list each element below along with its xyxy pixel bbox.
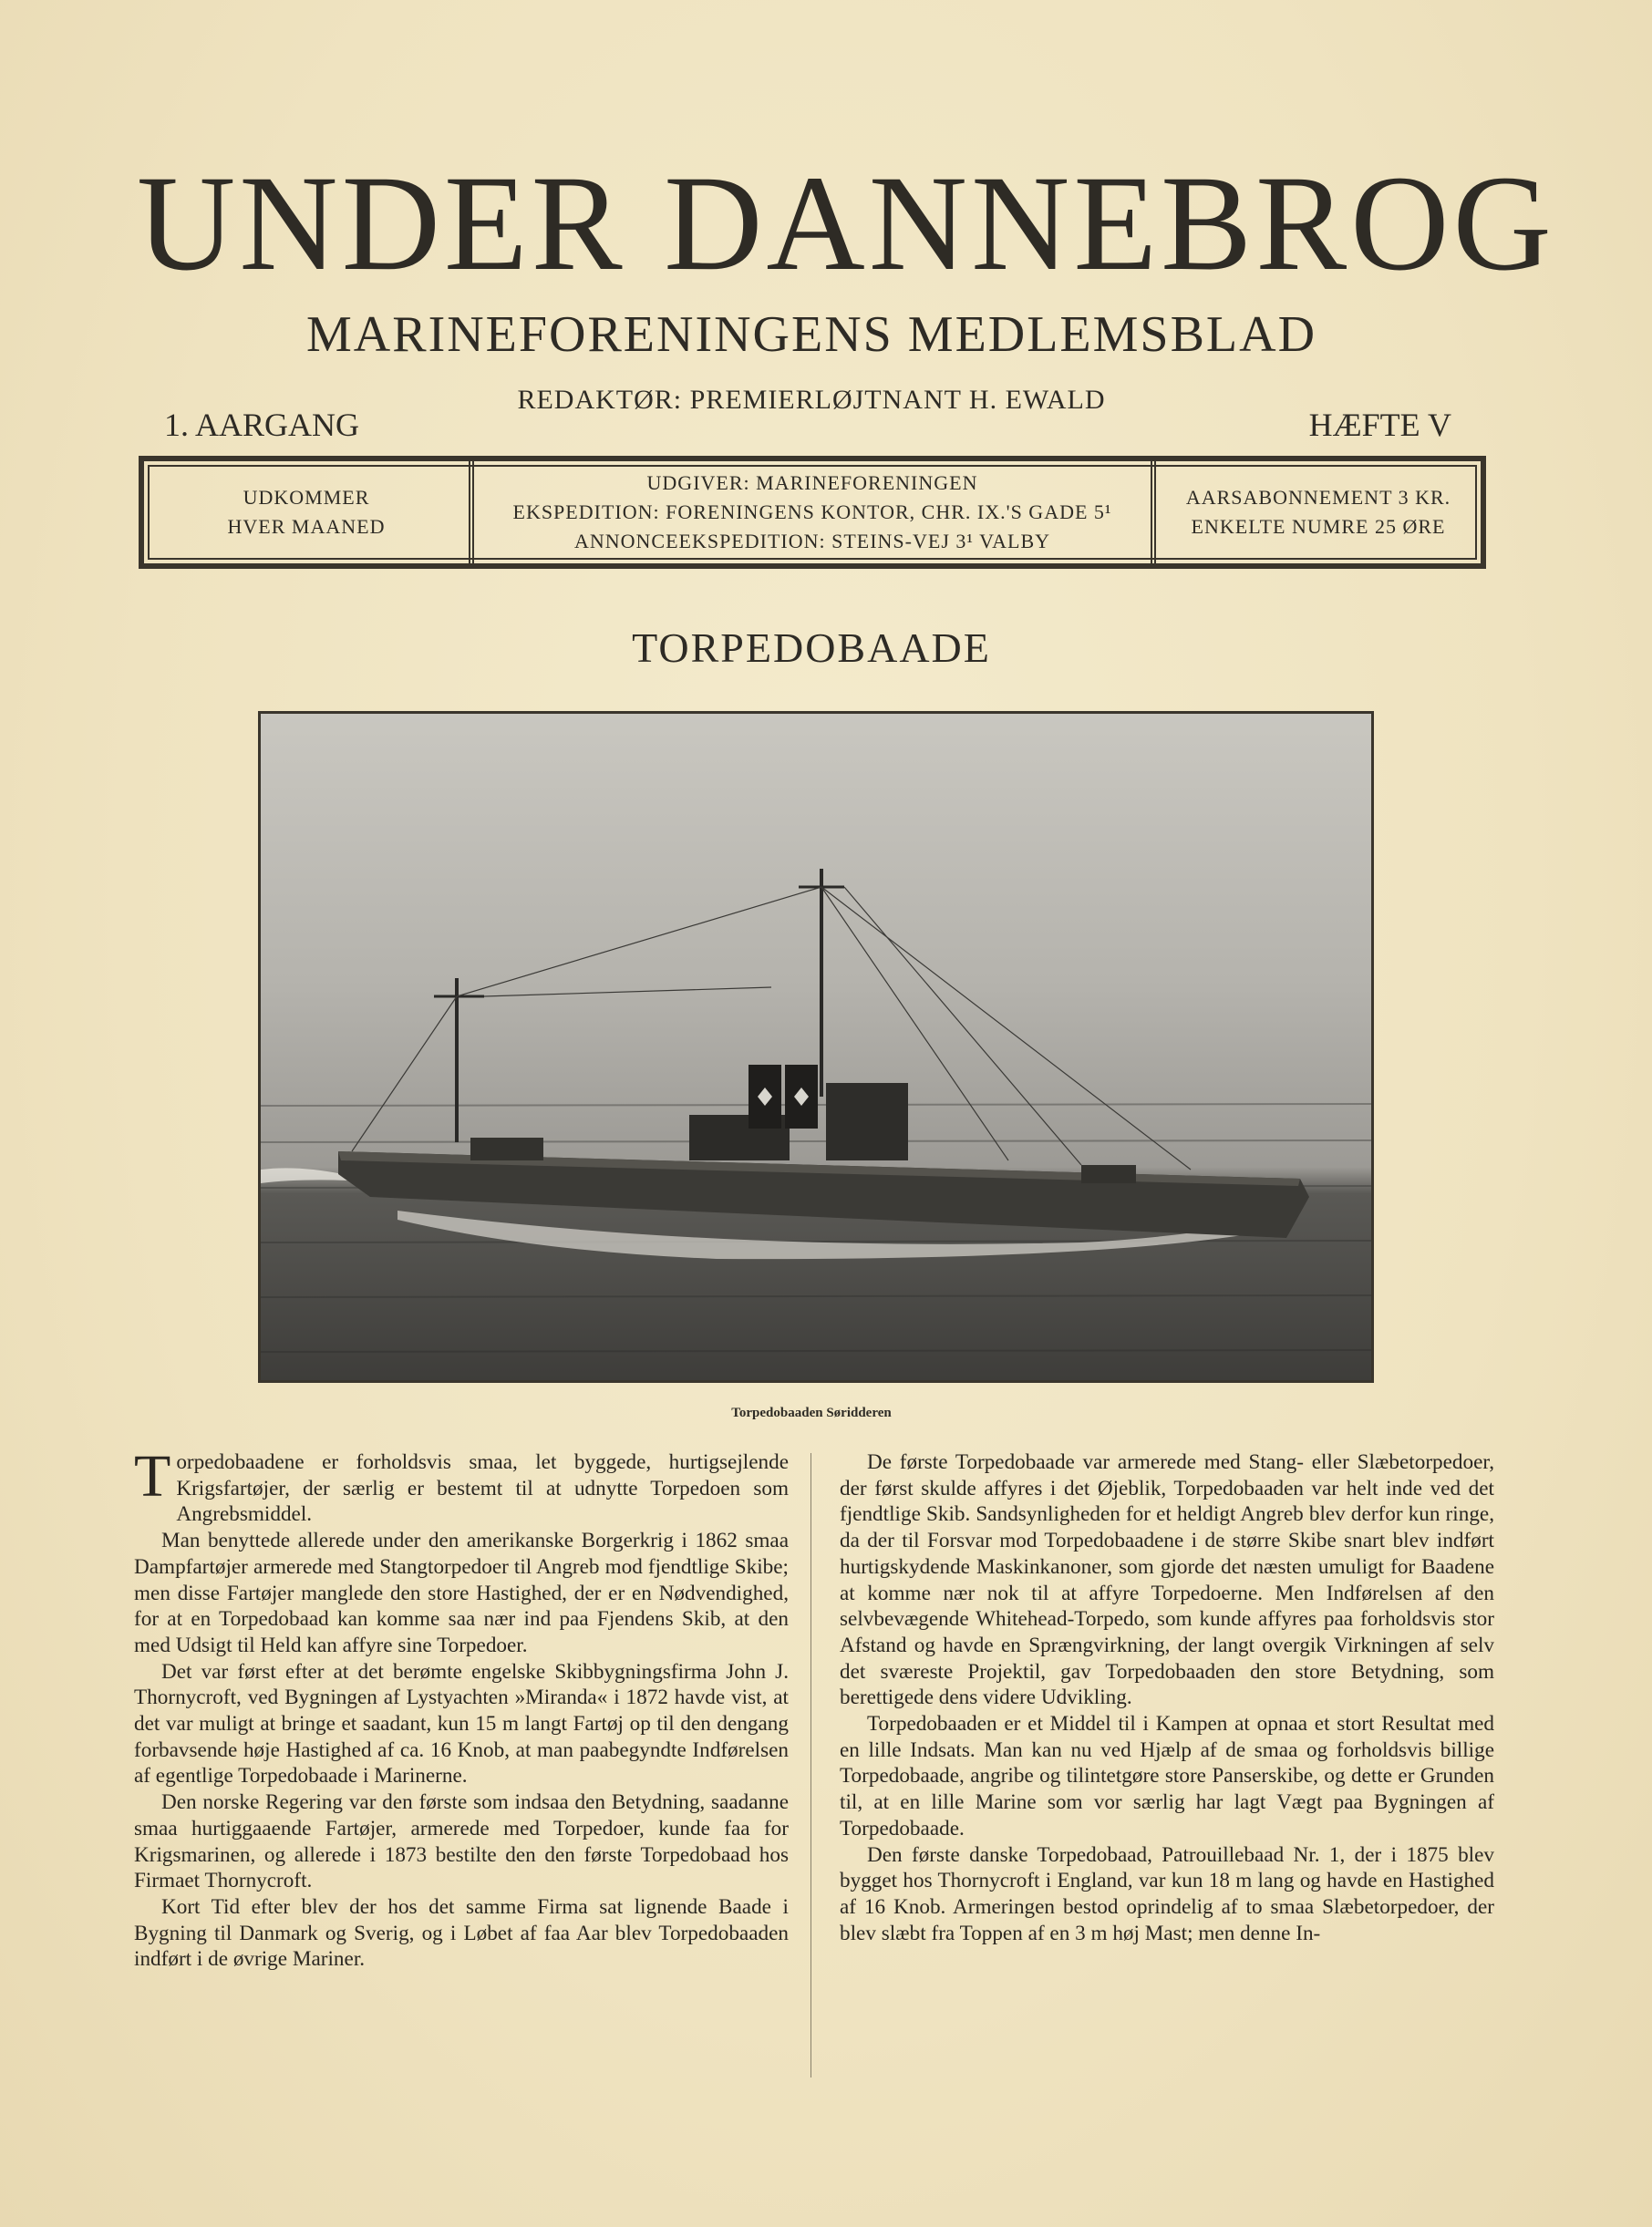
info-bar [139, 456, 1486, 569]
paragraph-1-text: orpedobaadene er forholdsvis smaa, let byggede, hurtigsejlende Krigsfartøjer, der særlig er bestemt til at udnytte Torpedoen som Angrebsmiddel. [176, 1450, 789, 1527]
info-subscription-line-1: AARSABONNEMENT 3 KR. [1185, 486, 1451, 509]
masthead-subtitle: MARINEFORENINGENS MEDLEMSBLAD [305, 306, 1317, 363]
paragraph-7: Torpedobaaden er et Middel til i Kampen at opnaa et stort Resultat med en lille Indsats. Man kan nu ved Hjælp af de smaa og forholdsvis billige Torpedobaade, angribe og tilintetgøre store Panserskibe, og dette er Grunden til, at en lille Marine som vor særlig har lagt Vægt paa Bygningen af Torpedobaade. [840, 1712, 1494, 1840]
paragraph-6: De første Torpedobaade var armerede med Stang- eller Slæbetorpedoer, der først skulde affyres i det Øjeblik, Torpedobaaden var helt inde ved det fjendtlige Skib. Sandsynligheden for et heldigt Angreb blev derfor kun ringe, da der til Forsvar mod Torpedobaadene i de større Skibe snart blev indført hurtigskydende Maskinkanoner, som gjorde det næsten umuligt for Baadene at komme nær nok til at affyre Torpedoerne. Men Indførelsen af den selvbevægende Whitehead-Torpedo, som kunde affyres paa forholdsvis stor Afstand og havde en Sprængvirkning, der langt overgik Virkningen af selv det sværeste Projektil, gav Torpedobaaden den store Betydning, som berettigede dens videre Udvikling. [840, 1450, 1494, 1710]
article-column-left [134, 1443, 789, 1973]
article-title: TORPEDOBAADE [632, 624, 991, 671]
info-publisher-line-2: EKSPEDITION: FORENINGENS KONTOR, CHR. IX.'S GADE 5¹ [512, 500, 1112, 523]
volume-label: 1. AARGANG [164, 407, 360, 443]
paragraph-8: Den første danske Torpedobaad, Patrouillebaad Nr. 1, der i 1875 blev bygget hos Thornycroft i England, var kun 18 m lang og havde en Hastighed af 16 Knob. Armeringen bestod oprindelig af to smaa Slæbetorpedoer, der blev slæbt fra Toppen af en 3 m høj Mast; men denne In- [840, 1842, 1494, 1945]
paragraph-5: Kort Tid efter blev der hos det samme Firma sat lignende Baade i Bygning til Danmark og Sverig, og i Løbet af faa Aar blev Torpedobaaden indført i de øvrige Mariner. [134, 1894, 789, 1972]
info-frequency-line-2: HVER MAANED [227, 515, 386, 538]
info-publisher-line-1: UDGIVER: MARINEFORENINGEN [646, 471, 978, 494]
info-frequency-line-1: UDKOMMER [243, 486, 370, 509]
paragraph-1 [134, 1443, 789, 1528]
info-subscription-line-2: ENKELTE NUMRE 25 ØRE [1191, 515, 1446, 538]
article-column-right [840, 1449, 1494, 1946]
drop-cap: T [134, 1443, 171, 1510]
paragraph-4: Den norske Regering var den første som indsaa den Betydning, saadanne smaa hurtiggaaende Fartøjer, armerede med Torpedoer, kunde faa for Krigsmarinen, og allerede i 1873 bestilte den den første Torpedobaad hos Firmaet Thornycroft. [134, 1790, 789, 1893]
editor-line: REDAKTØR: PREMIERLØJTNANT H. EWALD [517, 385, 1106, 415]
info-publisher [474, 461, 1156, 563]
torpedo-boat-photo [258, 711, 1374, 1383]
photo-caption: Torpedobaaden Søridderen [731, 1406, 892, 1420]
ship-illustration [261, 714, 1371, 1380]
issue-label: HÆFTE V [1308, 407, 1451, 443]
paragraph-2: Man benyttede allerede under den amerikanske Borgerkrig i 1862 smaa Dampfartøjer armerede med Stangtorpedoer til Angreb mod fjendtlige Skibe; men disse Fartøjer manglede den store Hastighed, der er en Nødvendighed, for at en Torpedobaad kan komme saa nær ind paa Fjendens Skib, at den med Udsigt til Held kan affyre sine Torpedoer. [134, 1529, 789, 1657]
info-publisher-line-3: ANNONCEEKSPEDITION: STEINS-VEJ 3¹ VALBY [573, 530, 1051, 552]
info-frequency [144, 461, 474, 563]
masthead-title: UNDER DANNEBROG [137, 148, 1555, 299]
info-subscription [1156, 461, 1481, 563]
paragraph-3: Det var først efter at det berømte engelske Skibbygningsfirma John J. Thornycroft, ved Bygningen af Lystyachten »Miranda« i 1872 havde vist, at det var muligt at bringe et saadant, kun 15 m langt Fartøj op til den dengang forbavsende høje Hastighed af ca. 16 Knob, at man paabegyndte Indførelsen af egentlige Torpedobaade i Marinerne. [134, 1659, 789, 1789]
